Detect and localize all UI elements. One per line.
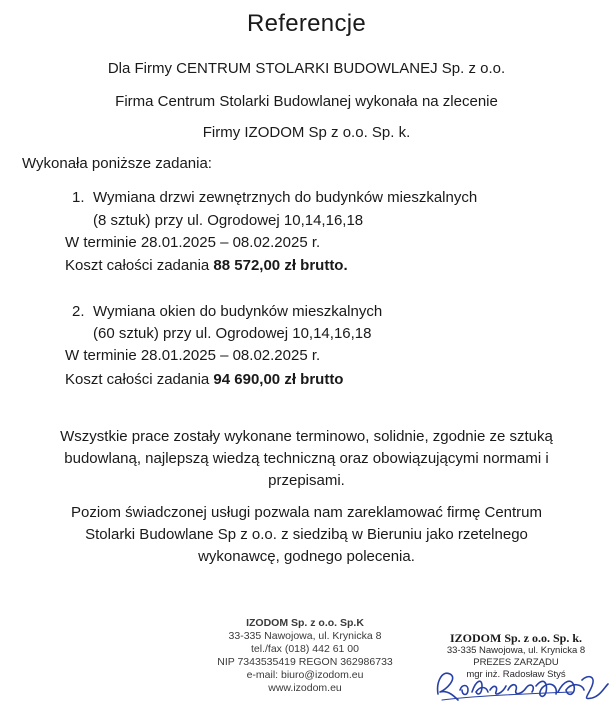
task-2-cost-label: Koszt całości zadania <box>65 371 214 388</box>
intro-line-3: Firmy IZODOM Sp z o.o. Sp. k. <box>202 124 411 141</box>
president-stamp-company: IZODOM Sp. z o.o. Sp. k. <box>449 631 583 645</box>
task-1-cost-label: Koszt całości zadania <box>65 257 214 274</box>
task-2-line-1: Wymiana okien do budynków mieszkalnych <box>93 303 383 320</box>
company-stamp-nip-regon: NIP 7343535419 REGON 362986733 <box>217 656 393 668</box>
task-1-term: W terminie 28.01.2025 – 08.02.2025 r. <box>65 234 321 251</box>
completion-line-2: budowlaną, najlepszą wiedzą techniczną oraz obowiązującymi normami i <box>64 450 549 467</box>
company-stamp <box>190 617 420 695</box>
company-stamp-email: e-mail: biuro@izodom.eu <box>246 669 364 681</box>
completion-line-1: Wszystkie prace zostały wykonane terminowo, solidnie, zgodnie ze sztuką <box>60 428 553 445</box>
recommendation-line-1: Poziom świadczonej usługi pozwala nam zareklamować firmę Centrum <box>70 504 543 521</box>
company-stamp-phone: tel./fax (018) 442 61 00 <box>251 643 359 655</box>
president-stamp-address: 33-335 Nawojowa, ul. Krynicka 8 <box>446 645 586 656</box>
company-stamp-website: www.izodom.eu <box>268 682 342 694</box>
task-1-line-2: (8 sztuk) przy ul. Ogrodowej 10,14,16,18 <box>93 212 364 229</box>
company-stamp-name: IZODOM Sp. z o.o. Sp.K <box>246 617 364 629</box>
president-stamp-person: mgr inż. Radosław Styś <box>466 669 566 680</box>
company-stamp-address: 33-335 Nawojowa, ul. Krynicka 8 <box>228 630 382 642</box>
task-1-number: 1. <box>72 189 85 206</box>
task-1-cost-value: 88 572,00 zł brutto. <box>213 257 348 274</box>
task-2-cost <box>65 370 343 390</box>
task-1-line-1: Wymiana drzwi zewnętrznych do budynków mieszkalnych <box>93 189 478 206</box>
intro-line-1: Dla Firmy CENTRUM STOLARKI BUDOWLANEJ Sp. z o.o. <box>107 60 506 77</box>
recommendation-paragraph <box>20 502 593 568</box>
task-2-cost-value: 94 690,00 zł brutto <box>213 371 344 388</box>
completion-line-3: przepisami. <box>268 472 345 489</box>
recommendation-line-2: Stolarki Budowlane Sp z o.o. z siedzibą w Bieruniu jako rzetelnego <box>85 526 528 543</box>
handwritten-signature <box>432 656 612 706</box>
document-title: Referencje <box>246 10 367 37</box>
task-2-line-2: (60 sztuk) przy ul. Ogrodowej 10,14,16,18 <box>93 325 372 342</box>
president-stamp-role: PREZES ZARZĄDU <box>473 657 559 668</box>
intro-line-2: Firma Centrum Stolarki Budowlanej wykonała na zlecenie <box>115 93 498 110</box>
recommendation-line-3: wykonawcę, godnego polecenia. <box>198 548 415 565</box>
task-2-number: 2. <box>72 303 85 320</box>
task-1-cost <box>65 256 348 276</box>
tasks-heading: Wykonała poniższe zadania: <box>22 155 212 172</box>
task-2-term: W terminie 28.01.2025 – 08.02.2025 r. <box>65 347 321 364</box>
completion-paragraph <box>20 426 593 492</box>
